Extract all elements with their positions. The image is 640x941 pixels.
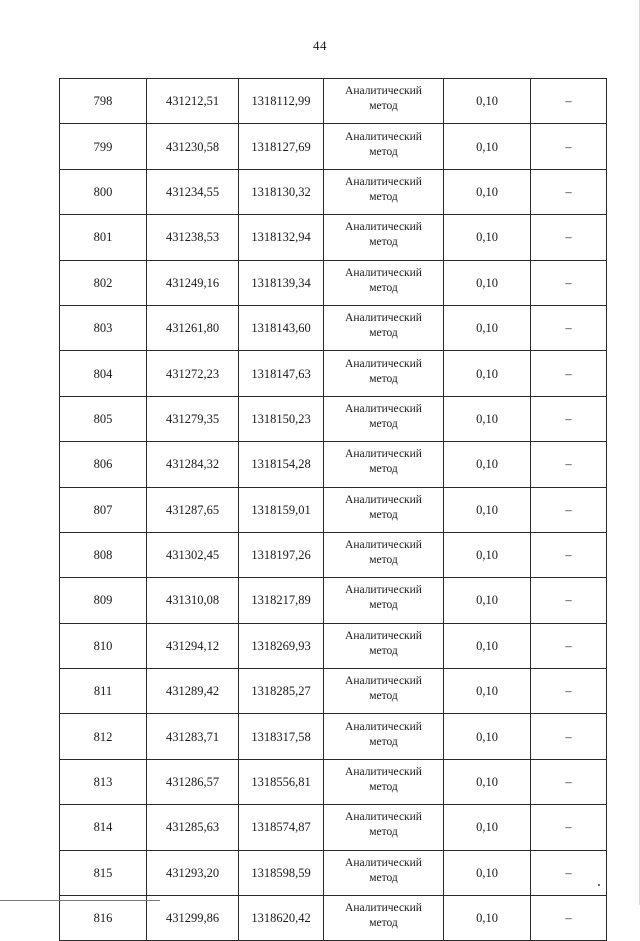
- table-row: [60, 805, 607, 850]
- point-number-cell: 809: [60, 578, 147, 623]
- point-number-cell: 805: [60, 396, 147, 441]
- method-line-2: метод: [369, 644, 398, 657]
- note-cell: –: [531, 396, 607, 441]
- point-number-cell: 804: [60, 351, 147, 396]
- y-coordinate-cell: 1318269,93: [239, 623, 324, 668]
- accuracy-cell: 0,10: [444, 850, 531, 895]
- table-row: [60, 850, 607, 895]
- table-row: [60, 487, 607, 532]
- note-cell: –: [531, 305, 607, 350]
- y-coordinate-cell: 1318285,27: [239, 669, 324, 714]
- method-cell: [324, 669, 444, 714]
- y-coordinate-cell: 1318574,87: [239, 805, 324, 850]
- y-coordinate-cell: 1318317,58: [239, 714, 324, 759]
- x-coordinate-cell: 431310,08: [147, 578, 239, 623]
- x-coordinate-cell: 431261,80: [147, 305, 239, 350]
- method-line-1: Аналитический: [345, 448, 422, 461]
- table-row: [60, 578, 607, 623]
- table-row: [60, 669, 607, 714]
- accuracy-cell: 0,10: [444, 487, 531, 532]
- y-coordinate-cell: 1318556,81: [239, 759, 324, 804]
- method-line-1: Аналитический: [345, 130, 422, 143]
- method-cell: [324, 396, 444, 441]
- accuracy-cell: 0,10: [444, 396, 531, 441]
- scan-speck: [598, 884, 600, 886]
- method-line-2: метод: [369, 236, 398, 249]
- method-line-1: Аналитический: [345, 720, 422, 733]
- table-row: [60, 215, 607, 260]
- table-row: [60, 396, 607, 441]
- note-cell: –: [531, 714, 607, 759]
- point-number-cell: 814: [60, 805, 147, 850]
- y-coordinate-cell: 1318150,23: [239, 396, 324, 441]
- note-cell: –: [531, 623, 607, 668]
- x-coordinate-cell: 431272,23: [147, 351, 239, 396]
- accuracy-cell: 0,10: [444, 260, 531, 305]
- table-row: [60, 759, 607, 804]
- x-coordinate-cell: 431279,35: [147, 396, 239, 441]
- accuracy-cell: 0,10: [444, 124, 531, 169]
- method-line-2: метод: [369, 327, 398, 340]
- method-line-2: метод: [369, 463, 398, 476]
- point-number-cell: 800: [60, 169, 147, 214]
- x-coordinate-cell: 431294,12: [147, 623, 239, 668]
- method-line-1: Аналитический: [345, 584, 422, 597]
- note-cell: –: [531, 351, 607, 396]
- method-cell: [324, 850, 444, 895]
- note-cell: –: [531, 896, 607, 941]
- table-row: [60, 623, 607, 668]
- method-line-2: метод: [369, 100, 398, 113]
- x-coordinate-cell: 431286,57: [147, 759, 239, 804]
- table-row: [60, 442, 607, 487]
- method-cell: [324, 759, 444, 804]
- x-coordinate-cell: 431293,20: [147, 850, 239, 895]
- method-line-1: Аналитический: [345, 175, 422, 188]
- accuracy-cell: 0,10: [444, 79, 531, 124]
- x-coordinate-cell: 431238,53: [147, 215, 239, 260]
- point-number-cell: 803: [60, 305, 147, 350]
- note-cell: –: [531, 805, 607, 850]
- y-coordinate-cell: 1318127,69: [239, 124, 324, 169]
- point-number-cell: 810: [60, 623, 147, 668]
- method-line-2: метод: [369, 690, 398, 703]
- method-line-2: метод: [369, 871, 398, 884]
- page-number: 44: [313, 38, 327, 53]
- method-line-1: Аналитический: [345, 312, 422, 325]
- accuracy-cell: 0,10: [444, 215, 531, 260]
- table-row: [60, 124, 607, 169]
- method-cell: [324, 896, 444, 941]
- x-coordinate-cell: 431285,63: [147, 805, 239, 850]
- method-line-1: Аналитический: [345, 221, 422, 234]
- note-cell: –: [531, 487, 607, 532]
- accuracy-cell: 0,10: [444, 578, 531, 623]
- method-cell: [324, 169, 444, 214]
- method-line-1: Аналитический: [345, 266, 422, 279]
- accuracy-cell: 0,10: [444, 351, 531, 396]
- x-coordinate-cell: 431284,32: [147, 442, 239, 487]
- accuracy-cell: 0,10: [444, 759, 531, 804]
- note-cell: –: [531, 169, 607, 214]
- point-number-cell: 802: [60, 260, 147, 305]
- accuracy-cell: 0,10: [444, 169, 531, 214]
- method-line-2: метод: [369, 735, 398, 748]
- note-cell: –: [531, 442, 607, 487]
- x-coordinate-cell: 431287,65: [147, 487, 239, 532]
- coordinates-table: [59, 78, 607, 941]
- y-coordinate-cell: 1318143,60: [239, 305, 324, 350]
- bottom-rule: [0, 900, 160, 901]
- y-coordinate-cell: 1318139,34: [239, 260, 324, 305]
- method-cell: [324, 79, 444, 124]
- method-line-2: метод: [369, 781, 398, 794]
- note-cell: –: [531, 669, 607, 714]
- note-cell: –: [531, 578, 607, 623]
- y-coordinate-cell: 1318154,28: [239, 442, 324, 487]
- point-number-cell: 807: [60, 487, 147, 532]
- point-number-cell: 798: [60, 79, 147, 124]
- method-cell: [324, 532, 444, 577]
- method-cell: [324, 215, 444, 260]
- note-cell: –: [531, 260, 607, 305]
- y-coordinate-cell: 1318147,63: [239, 351, 324, 396]
- note-cell: –: [531, 532, 607, 577]
- method-cell: [324, 351, 444, 396]
- x-coordinate-cell: 431302,45: [147, 532, 239, 577]
- note-cell: –: [531, 850, 607, 895]
- method-cell: [324, 714, 444, 759]
- method-cell: [324, 305, 444, 350]
- x-coordinate-cell: 431212,51: [147, 79, 239, 124]
- table-row: [60, 260, 607, 305]
- point-number-cell: 813: [60, 759, 147, 804]
- y-coordinate-cell: 1318112,99: [239, 79, 324, 124]
- method-cell: [324, 805, 444, 850]
- method-line-1: Аналитический: [345, 493, 422, 506]
- method-line-1: Аналитический: [345, 629, 422, 642]
- method-cell: [324, 124, 444, 169]
- method-cell: [324, 442, 444, 487]
- method-line-2: метод: [369, 554, 398, 567]
- method-line-1: Аналитический: [345, 766, 422, 779]
- note-cell: –: [531, 124, 607, 169]
- table-row: [60, 169, 607, 214]
- table-row: [60, 305, 607, 350]
- x-coordinate-cell: 431249,16: [147, 260, 239, 305]
- method-line-1: Аналитический: [345, 539, 422, 552]
- method-line-2: метод: [369, 281, 398, 294]
- method-line-1: Аналитический: [345, 856, 422, 869]
- table-row: [60, 351, 607, 396]
- method-line-2: метод: [369, 372, 398, 385]
- method-line-2: метод: [369, 145, 398, 158]
- y-coordinate-cell: 1318132,94: [239, 215, 324, 260]
- accuracy-cell: 0,10: [444, 305, 531, 350]
- note-cell: –: [531, 215, 607, 260]
- method-line-2: метод: [369, 190, 398, 203]
- method-line-2: метод: [369, 599, 398, 612]
- method-line-1: Аналитический: [345, 902, 422, 915]
- accuracy-cell: 0,10: [444, 714, 531, 759]
- method-line-2: метод: [369, 508, 398, 521]
- method-line-2: метод: [369, 917, 398, 930]
- table-row: [60, 896, 607, 941]
- y-coordinate-cell: 1318159,01: [239, 487, 324, 532]
- method-cell: [324, 623, 444, 668]
- point-number-cell: 801: [60, 215, 147, 260]
- table-row: [60, 714, 607, 759]
- point-number-cell: 812: [60, 714, 147, 759]
- point-number-cell: 815: [60, 850, 147, 895]
- table-row: [60, 532, 607, 577]
- note-cell: –: [531, 759, 607, 804]
- point-number-cell: 799: [60, 124, 147, 169]
- method-line-2: метод: [369, 826, 398, 839]
- y-coordinate-cell: 1318197,26: [239, 532, 324, 577]
- y-coordinate-cell: 1318620,42: [239, 896, 324, 941]
- y-coordinate-cell: 1318130,32: [239, 169, 324, 214]
- y-coordinate-cell: 1318598,59: [239, 850, 324, 895]
- accuracy-cell: 0,10: [444, 623, 531, 668]
- accuracy-cell: 0,10: [444, 805, 531, 850]
- x-coordinate-cell: 431299,86: [147, 896, 239, 941]
- accuracy-cell: 0,10: [444, 532, 531, 577]
- method-line-2: метод: [369, 417, 398, 430]
- method-line-1: Аналитический: [345, 402, 422, 415]
- method-line-1: Аналитический: [345, 675, 422, 688]
- x-coordinate-cell: 431230,58: [147, 124, 239, 169]
- point-number-cell: 811: [60, 669, 147, 714]
- method-cell: [324, 578, 444, 623]
- x-coordinate-cell: 431283,71: [147, 714, 239, 759]
- method-line-1: Аналитический: [345, 811, 422, 824]
- point-number-cell: 806: [60, 442, 147, 487]
- accuracy-cell: 0,10: [444, 442, 531, 487]
- point-number-cell: 808: [60, 532, 147, 577]
- y-coordinate-cell: 1318217,89: [239, 578, 324, 623]
- x-coordinate-cell: 431234,55: [147, 169, 239, 214]
- table-row: [60, 79, 607, 124]
- accuracy-cell: 0,10: [444, 669, 531, 714]
- note-cell: –: [531, 79, 607, 124]
- coordinates-table-body: [60, 79, 607, 941]
- method-line-1: Аналитический: [345, 85, 422, 98]
- method-cell: [324, 487, 444, 532]
- method-line-1: Аналитический: [345, 357, 422, 370]
- point-number-cell: 816: [60, 896, 147, 941]
- accuracy-cell: 0,10: [444, 896, 531, 941]
- method-cell: [324, 260, 444, 305]
- x-coordinate-cell: 431289,42: [147, 669, 239, 714]
